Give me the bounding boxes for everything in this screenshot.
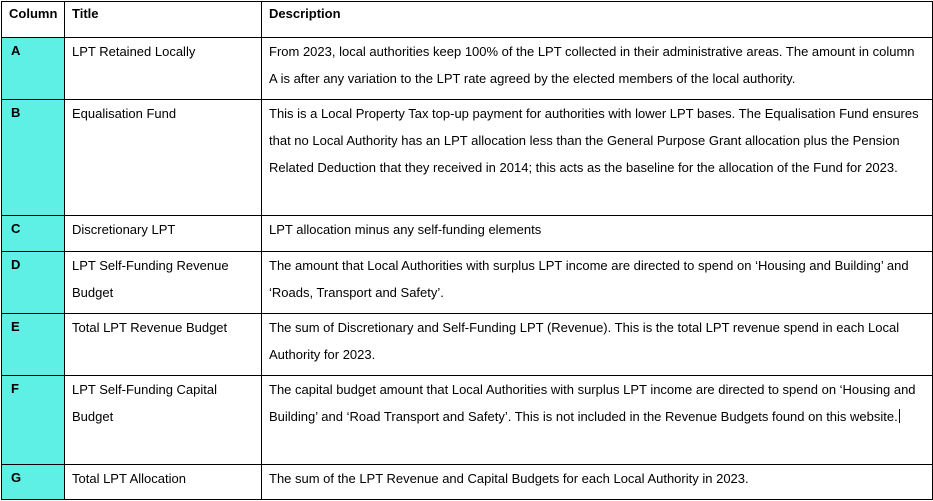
row-description: The sum of Discretionary and Self-Funding LPT (Revenue). This is the total LPT revenue spend in each Local Authority for 2023.: [262, 314, 933, 376]
table-header-row: [2, 2, 933, 38]
table-row: [2, 376, 933, 465]
column-definitions-table: [1, 1, 933, 500]
row-letter: A: [2, 38, 65, 100]
row-description: LPT allocation minus any self-funding elements: [262, 216, 933, 252]
table-row: [2, 314, 933, 376]
row-title: Total LPT Revenue Budget: [65, 314, 262, 376]
row-description: The sum of the LPT Revenue and Capital Budgets for each Local Authority in 2023.: [262, 465, 933, 500]
row-letter: B: [2, 100, 65, 216]
row-letter: G: [2, 465, 65, 500]
row-title: Discretionary LPT: [65, 216, 262, 252]
table-row: [2, 252, 933, 314]
row-title: LPT Self-Funding Capital Budget: [65, 376, 262, 465]
row-letter: F: [2, 376, 65, 465]
header-description: Description: [262, 2, 933, 38]
header-column: Column: [2, 2, 65, 38]
table-row: [2, 38, 933, 100]
row-title: Equalisation Fund: [65, 100, 262, 216]
row-description: From 2023, local authorities keep 100% of the LPT collected in their administrative areas. The amount in column A is after any variation to the LPT rate agreed by the elected members of the local authority.: [262, 38, 933, 100]
row-description-text: The capital budget amount that Local Authorities with surplus LPT income are directed to spend on ‘Housing and Building’ and ‘Road Transport and Safety’. This is not included in the Revenue Budgets found on this website.: [269, 382, 916, 424]
row-letter: E: [2, 314, 65, 376]
row-title: Total LPT Allocation: [65, 465, 262, 500]
table-row: [2, 100, 933, 216]
row-letter: C: [2, 216, 65, 252]
row-description: This is a Local Property Tax top-up payment for authorities with lower LPT bases. The Equalisation Fund ensures that no Local Authority has an LPT allocation less than the General Purpose Grant allocation plus the Pension Related Deduction that they received in 2014; this acts as the baseline for the allocation of the Fund for 2023.: [262, 100, 933, 216]
row-title: LPT Self-Funding Revenue Budget: [65, 252, 262, 314]
row-letter: D: [2, 252, 65, 314]
table-row: [2, 465, 933, 500]
text-cursor: [899, 409, 900, 423]
table-row: [2, 216, 933, 252]
row-description-editable[interactable]: [262, 376, 933, 465]
header-title: Title: [65, 2, 262, 38]
row-title: LPT Retained Locally: [65, 38, 262, 100]
row-description: The amount that Local Authorities with surplus LPT income are directed to spend on ‘Housing and Building’ and ‘Roads, Transport and Safety’.: [262, 252, 933, 314]
